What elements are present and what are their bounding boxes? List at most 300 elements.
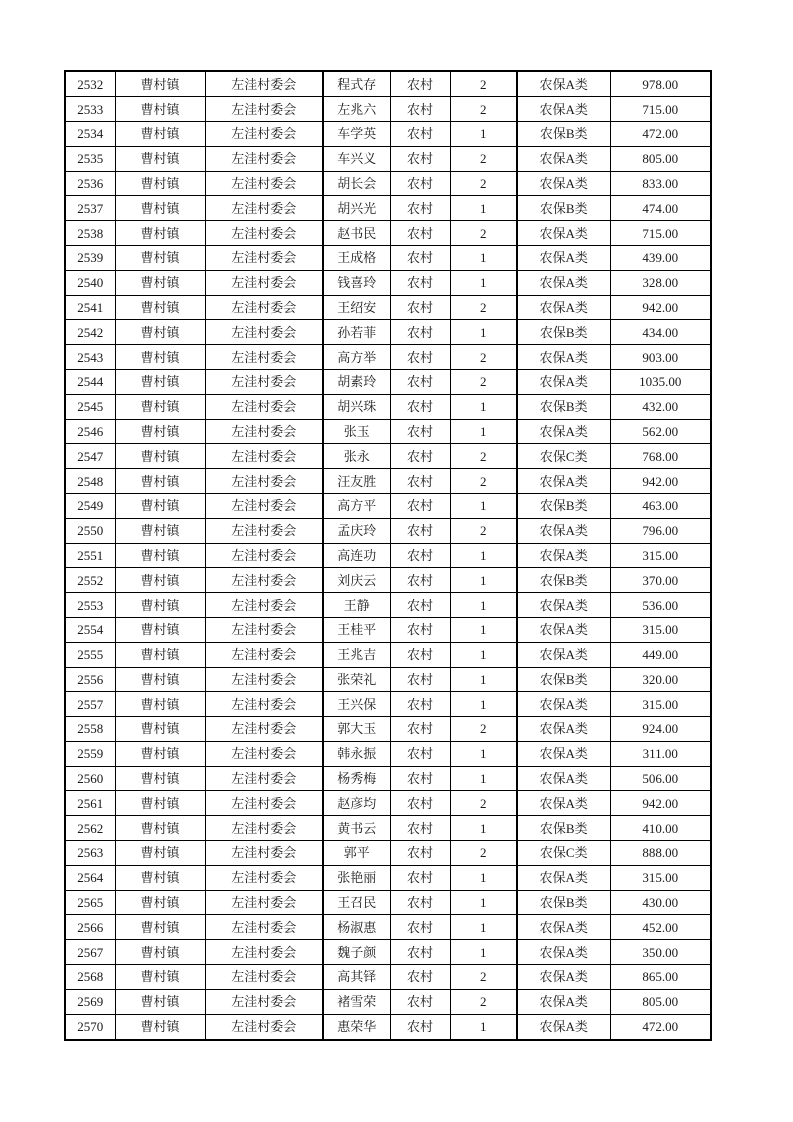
- cell-town: 曹村镇: [115, 196, 205, 221]
- cell-amount: 463.00: [610, 493, 711, 518]
- cell-town: 曹村镇: [115, 766, 205, 791]
- cell-type: 农村: [390, 692, 450, 717]
- cell-category: 农保A类: [517, 965, 610, 990]
- cell-category: 农保A类: [517, 97, 610, 122]
- cell-seq: 2546: [65, 419, 115, 444]
- cell-seq: 2556: [65, 667, 115, 692]
- cell-persons: 1: [450, 1014, 517, 1040]
- cell-type: 农村: [390, 97, 450, 122]
- cell-name: 魏子颜: [323, 940, 390, 965]
- cell-amount: 320.00: [610, 667, 711, 692]
- cell-type: 农村: [390, 320, 450, 345]
- cell-name: 孟庆玲: [323, 518, 390, 543]
- cell-village: 左洼村委会: [205, 717, 323, 742]
- cell-category: 农保A类: [517, 171, 610, 196]
- cell-village: 左洼村委会: [205, 989, 323, 1014]
- cell-seq: 2549: [65, 493, 115, 518]
- cell-name: 惠荣华: [323, 1014, 390, 1040]
- cell-name: 王兆吉: [323, 642, 390, 667]
- cell-type: 农村: [390, 171, 450, 196]
- cell-category: 农保A类: [517, 270, 610, 295]
- cell-persons: 1: [450, 419, 517, 444]
- cell-type: 农村: [390, 865, 450, 890]
- cell-persons: 2: [450, 146, 517, 171]
- cell-amount: 796.00: [610, 518, 711, 543]
- table-row: [65, 741, 711, 766]
- cell-village: 左洼村委会: [205, 568, 323, 593]
- table-row: [65, 146, 711, 171]
- cell-type: 农村: [390, 667, 450, 692]
- cell-town: 曹村镇: [115, 841, 205, 866]
- cell-amount: 449.00: [610, 642, 711, 667]
- cell-village: 左洼村委会: [205, 865, 323, 890]
- cell-category: 农保A类: [517, 469, 610, 494]
- cell-category: 农保A类: [517, 245, 610, 270]
- cell-persons: 2: [450, 717, 517, 742]
- cell-persons: 2: [450, 469, 517, 494]
- cell-amount: 315.00: [610, 617, 711, 642]
- cell-amount: 903.00: [610, 345, 711, 370]
- cell-name: 褚雪荣: [323, 989, 390, 1014]
- cell-amount: 888.00: [610, 841, 711, 866]
- cell-village: 左洼村委会: [205, 245, 323, 270]
- cell-village: 左洼村委会: [205, 469, 323, 494]
- cell-type: 农村: [390, 419, 450, 444]
- cell-name: 汪友胜: [323, 469, 390, 494]
- cell-persons: 1: [450, 940, 517, 965]
- table-row: [65, 642, 711, 667]
- cell-category: 农保A类: [517, 642, 610, 667]
- cell-category: 农保A类: [517, 915, 610, 940]
- cell-name: 王静: [323, 593, 390, 618]
- cell-name: 黄书云: [323, 816, 390, 841]
- cell-amount: 410.00: [610, 816, 711, 841]
- cell-name: 杨秀梅: [323, 766, 390, 791]
- cell-persons: 1: [450, 890, 517, 915]
- table-row: [65, 469, 711, 494]
- cell-amount: 715.00: [610, 221, 711, 246]
- cell-category: 农保B类: [517, 667, 610, 692]
- cell-type: 农村: [390, 369, 450, 394]
- cell-persons: 2: [450, 345, 517, 370]
- cell-persons: 1: [450, 270, 517, 295]
- cell-town: 曹村镇: [115, 568, 205, 593]
- cell-amount: 434.00: [610, 320, 711, 345]
- cell-category: 农保A类: [517, 865, 610, 890]
- table-row: [65, 369, 711, 394]
- cell-amount: 805.00: [610, 989, 711, 1014]
- cell-name: 刘庆云: [323, 568, 390, 593]
- table-row: [65, 568, 711, 593]
- cell-category: 农保B类: [517, 394, 610, 419]
- cell-name: 车兴义: [323, 146, 390, 171]
- cell-amount: 942.00: [610, 295, 711, 320]
- cell-town: 曹村镇: [115, 270, 205, 295]
- cell-seq: 2555: [65, 642, 115, 667]
- table-row: [65, 667, 711, 692]
- cell-category: 农保A类: [517, 766, 610, 791]
- cell-category: 农保C类: [517, 841, 610, 866]
- cell-persons: 2: [450, 518, 517, 543]
- table-row: [65, 593, 711, 618]
- cell-seq: 2538: [65, 221, 115, 246]
- cell-town: 曹村镇: [115, 394, 205, 419]
- cell-amount: 315.00: [610, 543, 711, 568]
- cell-type: 农村: [390, 940, 450, 965]
- cell-amount: 432.00: [610, 394, 711, 419]
- cell-village: 左洼村委会: [205, 593, 323, 618]
- cell-name: 王兴保: [323, 692, 390, 717]
- cell-category: 农保B类: [517, 121, 610, 146]
- cell-type: 农村: [390, 841, 450, 866]
- table-row: [65, 419, 711, 444]
- cell-town: 曹村镇: [115, 1014, 205, 1040]
- cell-category: 农保A类: [517, 295, 610, 320]
- cell-category: 农保B类: [517, 568, 610, 593]
- cell-town: 曹村镇: [115, 121, 205, 146]
- cell-type: 农村: [390, 568, 450, 593]
- cell-persons: 1: [450, 593, 517, 618]
- cell-village: 左洼村委会: [205, 518, 323, 543]
- cell-village: 左洼村委会: [205, 295, 323, 320]
- cell-village: 左洼村委会: [205, 667, 323, 692]
- cell-village: 左洼村委会: [205, 369, 323, 394]
- cell-persons: 1: [450, 667, 517, 692]
- cell-amount: 472.00: [610, 1014, 711, 1040]
- cell-name: 王成格: [323, 245, 390, 270]
- table-row: [65, 444, 711, 469]
- cell-name: 钱喜玲: [323, 270, 390, 295]
- cell-name: 赵书民: [323, 221, 390, 246]
- cell-village: 左洼村委会: [205, 1014, 323, 1040]
- cell-amount: 833.00: [610, 171, 711, 196]
- cell-persons: 2: [450, 444, 517, 469]
- cell-persons: 2: [450, 97, 517, 122]
- cell-amount: 315.00: [610, 692, 711, 717]
- cell-category: 农保A类: [517, 345, 610, 370]
- cell-town: 曹村镇: [115, 97, 205, 122]
- cell-seq: 2570: [65, 1014, 115, 1040]
- cell-village: 左洼村委会: [205, 791, 323, 816]
- cell-town: 曹村镇: [115, 816, 205, 841]
- cell-village: 左洼村委会: [205, 71, 323, 97]
- cell-seq: 2566: [65, 915, 115, 940]
- cell-persons: 2: [450, 989, 517, 1014]
- cell-category: 农保A类: [517, 692, 610, 717]
- cell-persons: 2: [450, 841, 517, 866]
- cell-category: 农保A类: [517, 221, 610, 246]
- cell-town: 曹村镇: [115, 965, 205, 990]
- table-row: [65, 518, 711, 543]
- cell-seq: 2564: [65, 865, 115, 890]
- cell-village: 左洼村委会: [205, 642, 323, 667]
- table-row: [65, 221, 711, 246]
- cell-village: 左洼村委会: [205, 915, 323, 940]
- cell-amount: 865.00: [610, 965, 711, 990]
- cell-town: 曹村镇: [115, 369, 205, 394]
- cell-category: 农保A类: [517, 717, 610, 742]
- cell-town: 曹村镇: [115, 667, 205, 692]
- table-row: [65, 121, 711, 146]
- cell-town: 曹村镇: [115, 717, 205, 742]
- cell-name: 程式存: [323, 71, 390, 97]
- cell-persons: 1: [450, 816, 517, 841]
- cell-town: 曹村镇: [115, 295, 205, 320]
- cell-seq: 2560: [65, 766, 115, 791]
- cell-amount: 370.00: [610, 568, 711, 593]
- cell-seq: 2547: [65, 444, 115, 469]
- cell-category: 农保A类: [517, 518, 610, 543]
- cell-village: 左洼村委会: [205, 816, 323, 841]
- cell-amount: 715.00: [610, 97, 711, 122]
- cell-type: 农村: [390, 469, 450, 494]
- table-row: [65, 171, 711, 196]
- cell-type: 农村: [390, 791, 450, 816]
- cell-persons: 1: [450, 642, 517, 667]
- table-row: [65, 791, 711, 816]
- cell-seq: 2535: [65, 146, 115, 171]
- cell-seq: 2539: [65, 245, 115, 270]
- table-row: [65, 940, 711, 965]
- cell-type: 农村: [390, 394, 450, 419]
- table-row: [65, 816, 711, 841]
- table-row: [65, 692, 711, 717]
- cell-type: 农村: [390, 766, 450, 791]
- cell-name: 王桂平: [323, 617, 390, 642]
- cell-persons: 1: [450, 394, 517, 419]
- cell-type: 农村: [390, 816, 450, 841]
- table-row: [65, 841, 711, 866]
- cell-persons: 1: [450, 245, 517, 270]
- cell-category: 农保A类: [517, 617, 610, 642]
- table-row: [65, 394, 711, 419]
- table-row: [65, 965, 711, 990]
- cell-amount: 315.00: [610, 865, 711, 890]
- cell-type: 农村: [390, 518, 450, 543]
- cell-town: 曹村镇: [115, 493, 205, 518]
- cell-seq: 2554: [65, 617, 115, 642]
- cell-type: 农村: [390, 642, 450, 667]
- cell-amount: 562.00: [610, 419, 711, 444]
- cell-name: 王绍安: [323, 295, 390, 320]
- cell-category: 农保B类: [517, 493, 610, 518]
- cell-type: 农村: [390, 245, 450, 270]
- cell-name: 胡素玲: [323, 369, 390, 394]
- cell-town: 曹村镇: [115, 989, 205, 1014]
- cell-name: 高其铎: [323, 965, 390, 990]
- cell-persons: 1: [450, 865, 517, 890]
- cell-amount: 942.00: [610, 791, 711, 816]
- cell-town: 曹村镇: [115, 692, 205, 717]
- table-row: [65, 717, 711, 742]
- cell-name: 郭大玉: [323, 717, 390, 742]
- cell-village: 左洼村委会: [205, 97, 323, 122]
- table-row: [65, 766, 711, 791]
- cell-town: 曹村镇: [115, 593, 205, 618]
- cell-category: 农保A类: [517, 741, 610, 766]
- cell-persons: 1: [450, 741, 517, 766]
- cell-type: 农村: [390, 915, 450, 940]
- table-row: [65, 97, 711, 122]
- cell-town: 曹村镇: [115, 865, 205, 890]
- cell-name: 王召民: [323, 890, 390, 915]
- cell-village: 左洼村委会: [205, 196, 323, 221]
- table-row: [65, 989, 711, 1014]
- cell-seq: 2562: [65, 816, 115, 841]
- cell-village: 左洼村委会: [205, 617, 323, 642]
- cell-amount: 328.00: [610, 270, 711, 295]
- cell-village: 左洼村委会: [205, 493, 323, 518]
- table-row: [65, 865, 711, 890]
- cell-category: 农保A类: [517, 989, 610, 1014]
- cell-type: 农村: [390, 196, 450, 221]
- cell-seq: 2558: [65, 717, 115, 742]
- cell-type: 农村: [390, 617, 450, 642]
- cell-name: 张荣礼: [323, 667, 390, 692]
- cell-category: 农保A类: [517, 940, 610, 965]
- cell-persons: 2: [450, 791, 517, 816]
- cell-seq: 2541: [65, 295, 115, 320]
- cell-village: 左洼村委会: [205, 221, 323, 246]
- cell-town: 曹村镇: [115, 890, 205, 915]
- cell-category: 农保A类: [517, 1014, 610, 1040]
- cell-name: 韩永振: [323, 741, 390, 766]
- cell-persons: 1: [450, 617, 517, 642]
- cell-type: 农村: [390, 270, 450, 295]
- cell-type: 农村: [390, 146, 450, 171]
- cell-name: 张永: [323, 444, 390, 469]
- cell-village: 左洼村委会: [205, 692, 323, 717]
- cell-village: 左洼村委会: [205, 171, 323, 196]
- cell-village: 左洼村委会: [205, 890, 323, 915]
- cell-amount: 439.00: [610, 245, 711, 270]
- cell-amount: 768.00: [610, 444, 711, 469]
- cell-name: 高连功: [323, 543, 390, 568]
- cell-amount: 805.00: [610, 146, 711, 171]
- cell-village: 左洼村委会: [205, 146, 323, 171]
- cell-village: 左洼村委会: [205, 965, 323, 990]
- cell-persons: 1: [450, 493, 517, 518]
- table-row: [65, 345, 711, 370]
- cell-amount: 924.00: [610, 717, 711, 742]
- cell-seq: 2548: [65, 469, 115, 494]
- table-row: [65, 543, 711, 568]
- cell-seq: 2545: [65, 394, 115, 419]
- cell-seq: 2542: [65, 320, 115, 345]
- cell-seq: 2559: [65, 741, 115, 766]
- cell-persons: 1: [450, 320, 517, 345]
- cell-name: 孙若菲: [323, 320, 390, 345]
- cell-category: 农保B类: [517, 196, 610, 221]
- cell-seq: 2553: [65, 593, 115, 618]
- cell-persons: 2: [450, 171, 517, 196]
- cell-town: 曹村镇: [115, 171, 205, 196]
- cell-persons: 2: [450, 295, 517, 320]
- cell-town: 曹村镇: [115, 940, 205, 965]
- cell-name: 杨淑惠: [323, 915, 390, 940]
- cell-name: 胡兴珠: [323, 394, 390, 419]
- cell-name: 高方举: [323, 345, 390, 370]
- table-body: [65, 71, 711, 1040]
- cell-seq: 2550: [65, 518, 115, 543]
- cell-type: 农村: [390, 444, 450, 469]
- cell-name: 赵彦均: [323, 791, 390, 816]
- cell-persons: 1: [450, 915, 517, 940]
- cell-category: 农保A类: [517, 369, 610, 394]
- cell-town: 曹村镇: [115, 419, 205, 444]
- cell-amount: 311.00: [610, 741, 711, 766]
- cell-seq: 2544: [65, 369, 115, 394]
- cell-seq: 2557: [65, 692, 115, 717]
- cell-persons: 2: [450, 965, 517, 990]
- cell-type: 农村: [390, 295, 450, 320]
- cell-town: 曹村镇: [115, 518, 205, 543]
- cell-seq: 2534: [65, 121, 115, 146]
- cell-category: 农保A类: [517, 543, 610, 568]
- cell-amount: 452.00: [610, 915, 711, 940]
- table-row: [65, 915, 711, 940]
- cell-category: 农保A类: [517, 419, 610, 444]
- cell-type: 农村: [390, 741, 450, 766]
- cell-persons: 2: [450, 369, 517, 394]
- cell-name: 张艳丽: [323, 865, 390, 890]
- cell-seq: 2561: [65, 791, 115, 816]
- cell-village: 左洼村委会: [205, 766, 323, 791]
- cell-name: 左兆六: [323, 97, 390, 122]
- cell-seq: 2568: [65, 965, 115, 990]
- cell-seq: 2551: [65, 543, 115, 568]
- cell-seq: 2543: [65, 345, 115, 370]
- cell-village: 左洼村委会: [205, 940, 323, 965]
- cell-village: 左洼村委会: [205, 444, 323, 469]
- table-row: [65, 295, 711, 320]
- cell-town: 曹村镇: [115, 146, 205, 171]
- cell-village: 左洼村委会: [205, 394, 323, 419]
- cell-town: 曹村镇: [115, 741, 205, 766]
- cell-category: 农保C类: [517, 444, 610, 469]
- cell-village: 左洼村委会: [205, 841, 323, 866]
- cell-amount: 536.00: [610, 593, 711, 618]
- table-row: [65, 196, 711, 221]
- cell-village: 左洼村委会: [205, 320, 323, 345]
- cell-town: 曹村镇: [115, 469, 205, 494]
- cell-village: 左洼村委会: [205, 345, 323, 370]
- cell-type: 农村: [390, 965, 450, 990]
- cell-amount: 474.00: [610, 196, 711, 221]
- cell-persons: 1: [450, 568, 517, 593]
- cell-amount: 430.00: [610, 890, 711, 915]
- cell-persons: 1: [450, 121, 517, 146]
- cell-category: 农保A类: [517, 791, 610, 816]
- cell-village: 左洼村委会: [205, 270, 323, 295]
- cell-type: 农村: [390, 121, 450, 146]
- cell-seq: 2567: [65, 940, 115, 965]
- cell-category: 农保B类: [517, 320, 610, 345]
- cell-amount: 978.00: [610, 71, 711, 97]
- cell-amount: 472.00: [610, 121, 711, 146]
- table-row: [65, 71, 711, 97]
- cell-type: 农村: [390, 493, 450, 518]
- cell-category: 农保B类: [517, 890, 610, 915]
- cell-name: 张玉: [323, 419, 390, 444]
- cell-seq: 2565: [65, 890, 115, 915]
- cell-category: 农保A类: [517, 593, 610, 618]
- cell-seq: 2563: [65, 841, 115, 866]
- cell-type: 农村: [390, 989, 450, 1014]
- table-row: [65, 890, 711, 915]
- cell-persons: 1: [450, 766, 517, 791]
- cell-type: 农村: [390, 71, 450, 97]
